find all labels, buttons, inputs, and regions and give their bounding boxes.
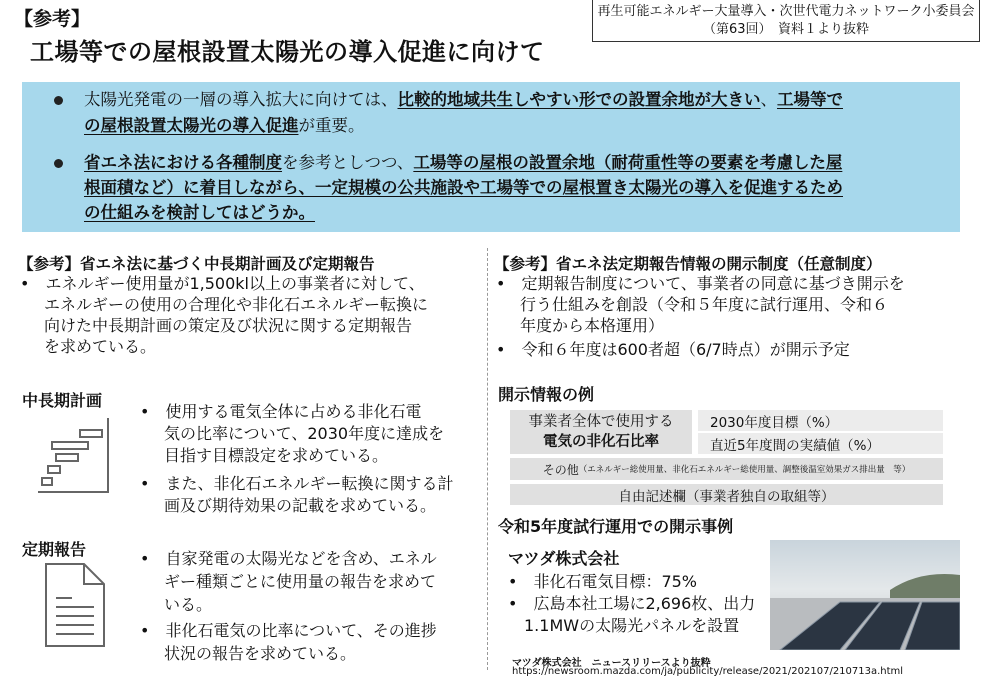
document-icon [44,562,106,648]
photo-caption: マツダ株式会社 ニュースリリースより抜粋 [512,658,711,669]
emphasized-text: 省エネ法における各種制度 [84,153,282,172]
summary-bullet-1-cont [84,116,365,136]
table-other-cell [510,458,943,480]
right-intro-line: 行う仕組みを創設（令和５年度に試行運用、令和６ [520,295,889,314]
solar-panel-photo [770,540,960,650]
emphasized-text: 比較的地域共生しやすい形での設置余地が大きい [397,90,761,109]
column-divider [487,248,488,670]
report-line: ギー種類ごとに使用量の報告を求めて [164,572,437,591]
summary-bullet-2-cont [84,178,843,198]
summary-text: 、 [760,90,777,109]
left-heading: 【参考】省エネ法に基づく中長期計画及び定期報告 [18,255,375,273]
summary-bullet-2-cont2 [84,203,315,223]
plan-line: • また、非化石エネルギー転換に関する計 [140,474,454,493]
table-target-cell: 2030年度目標（%） [698,410,943,431]
left-intro-line: を求めている。 [44,337,157,356]
case-line: • 非化石電気目標：75% [508,572,698,591]
case-line: 1.1MWの太陽光パネルを設置 [508,616,740,635]
gantt-chart-icon [36,418,112,496]
reference-label: 【参考】 [14,8,91,30]
example-heading: 開示情報の例 [498,385,595,404]
summary-text: 太陽光発電の一層の導入拡大に向けては、 [84,90,398,109]
emphasized-text: 工場等の屋根の設置余地（耐荷重性等の要素を考慮した屋 [413,153,843,172]
page-title: 工場等での屋根設置太陽光の導入促進に向けて [30,38,545,66]
summary-text: を参考としつつ、 [282,153,414,172]
plan-label: 中長期計画 [22,391,103,410]
company-name: マツダ株式会社 [508,549,620,568]
summary-box [22,82,960,232]
summary-bullet-1 [84,90,843,110]
table-other-label: その他 [542,462,579,477]
report-line: 状況の報告を求めている。 [164,644,357,663]
plan-line: 気の比率について、2030年度に達成を [164,424,445,443]
table-free-cell: 自由記述欄（事業者独自の取組等） [510,484,943,505]
photo-url: https://newsroom.mazda.com/ja/publicity/release/2021/202107/210713a.html [512,666,904,677]
report-label: 定期報告 [22,540,87,559]
summary-text: が重要。 [298,116,365,135]
bullet-icon [54,159,63,168]
bullet-icon [54,96,63,105]
emphasized-text: の屋根設置太陽光の導入促進 [84,116,299,135]
left-intro-line: 向けた中長期計画の策定及び状況に関する定期報告 [44,316,413,335]
table-label-1: 事業者全体で使用する [528,414,674,430]
report-line: • 非化石電気の比率について、その進捗 [140,621,437,640]
case-line: • 広島本社工場に2,696枚、出力 [508,594,756,613]
right-intro-line: • 定期報告制度について、事業者の同意に基づき開示を [496,274,905,293]
right-heading: 【参考】省エネ法定期報告情報の開示制度（任意制度） [494,255,882,273]
emphasized-text: 根面積など）に着目しながら、一定規模の公共施設や工場等での屋根置き太陽光の導入を促進するため [84,178,843,197]
source-line-1: 再生可能エネルギー大量導入・次世代電力ネットワーク小委員会 [597,4,975,19]
report-line: • 自家発電の太陽光などを含め、エネル [140,549,437,568]
emphasized-text: の仕組みを検討してはどうか。 [84,203,315,222]
left-intro-line: • エネルギー使用量が1,500kl以上の事業者に対して、 [20,274,425,293]
table-actual-cell: 直近5年度間の実績値（%） [698,433,943,454]
source-line-2: （第63回） 資料１より抜粋 [702,22,870,37]
plan-line: • 使用する電気全体に占める非化石電 [140,402,422,421]
table-label-2: 電気の非化石比率 [543,434,659,450]
table-label-cell [510,410,692,454]
plan-line: 画及び期待効果の記載を求めている。 [164,496,437,515]
right-intro-line: 年度から本格運用） [520,316,665,335]
source-note [592,0,980,42]
right-intro-line: • 令和６年度は600者超（6/7時点）が開示予定 [496,340,850,359]
plan-line: 目指す目標設定を求めている。 [164,446,389,465]
report-line: いる。 [164,595,213,614]
case-heading: 令和5年度試行運用での開示事例 [498,517,734,536]
emphasized-text: 工場等で [777,90,843,109]
left-intro-line: エネルギーの使用の合理化や非化石エネルギー転換に [44,295,429,314]
summary-bullet-2 [84,153,842,173]
table-other-note: （エネルギー総使用量、非化石エネルギー総使用量、調整後温室効果ガス排出量 等） [578,465,911,475]
